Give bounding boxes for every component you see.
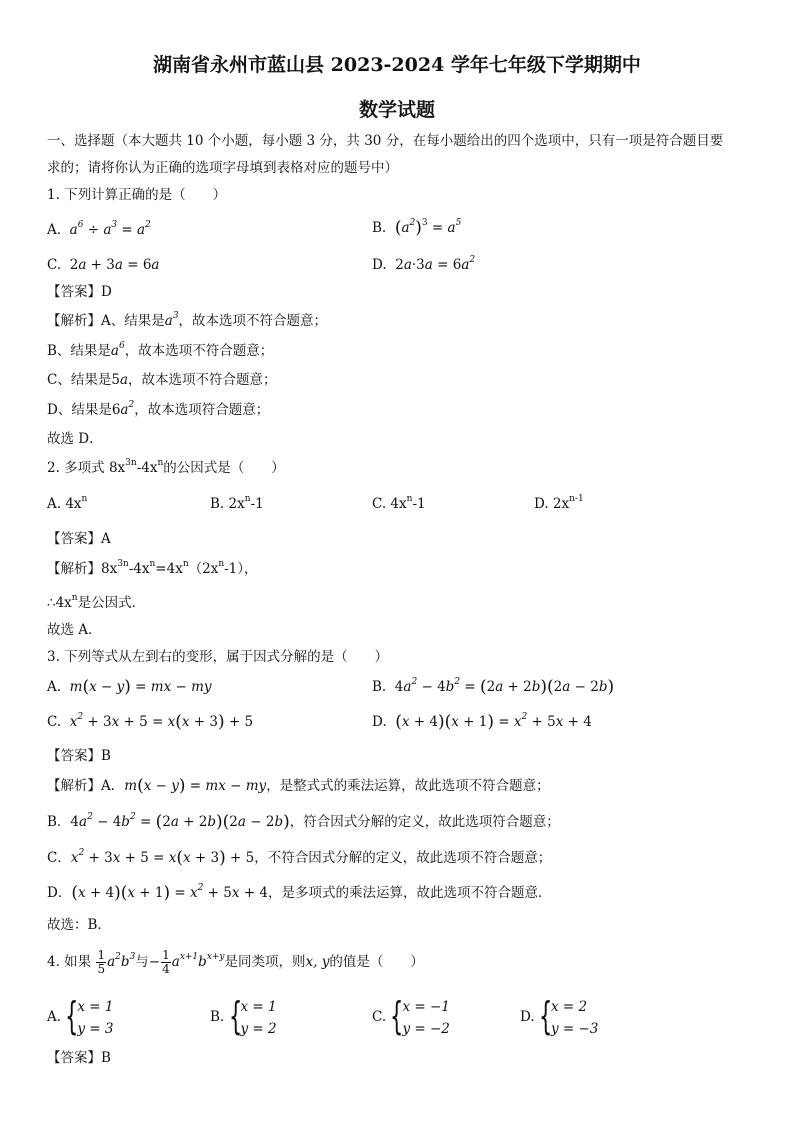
explanation-text: ，故本选项不符合题意； [178, 313, 328, 329]
q4-option-d [520, 995, 598, 1040]
option-text: -1 [412, 496, 426, 512]
stem-text: 2. 多项式 8x [47, 460, 126, 476]
explanation-text: B、结果是 [47, 343, 111, 359]
document-title: 湖南省永州市蓝山县 2023-2024 学年七年级下学期期中 [153, 54, 641, 76]
q2-conclusion: 故选 A． [47, 622, 102, 638]
option-text: C. 4x [372, 496, 407, 512]
q1-option-a: A. $a^6 \div a^3 = a^2$ [47, 220, 151, 238]
q1-conclusion: 故选 D． [47, 431, 103, 447]
option-text: A. 4x [47, 496, 82, 512]
option-label: A. [47, 1009, 62, 1025]
stem-text: 的值是（ ） [329, 954, 424, 970]
explanation-text: ，故本选项符合题意； [134, 402, 270, 418]
explanation-text: -4x [128, 561, 150, 577]
equation: y = −3 [550, 1020, 599, 1037]
q1-answer: 【答案】D [47, 284, 112, 300]
q3-explanation-c: C．$x^2 + 3x + 5 = x(x + 3) + 5$，不符合因式分解的定义，故此选项不符合题意； [47, 848, 552, 868]
exponent: n [406, 494, 413, 504]
q1-explanation-a: 【解析】A、结果是$a^3$，故本选项不符合题意； [47, 311, 328, 329]
q3-option-c: C. $x^2 + 3x + 5 = x(x + 3) + 5$ [47, 712, 254, 732]
q2-stem [47, 459, 285, 477]
q2-option-d [534, 495, 584, 513]
exponent: 3n [117, 559, 129, 569]
q1-option-c: C. 2a + 3a = 6a [47, 257, 160, 273]
equation: y = 3 [77, 1020, 114, 1037]
q2-option-b [210, 495, 264, 513]
stem-text: 4. 如果 [47, 954, 92, 970]
q2-answer: 【答案】A [47, 531, 111, 547]
exponent: n [81, 494, 88, 504]
option-label: B. [372, 220, 387, 236]
q3-explanation-a: 【解析】A．m(x − y) = mx − my，是整式式的乘法运算，故此选项不符合题意； [47, 776, 550, 796]
q1-stem: 1. 下列计算正确的是（ ） [47, 187, 227, 203]
option-label: B. [210, 1009, 225, 1025]
stem-text: -4x [136, 460, 158, 476]
q3-stem: 3. 下列等式从左到右的变形，属于因式分解的是（ ） [47, 649, 389, 665]
q4-answer: 【答案】B [47, 1050, 111, 1066]
q2-explanation-2 [47, 594, 145, 612]
exponent: n [71, 593, 78, 603]
explanation-text: D、结果是 [47, 402, 112, 418]
q2-explanation [47, 560, 258, 578]
stem-text: 与 [135, 954, 149, 970]
q3-conclusion: 故选：B． [47, 917, 111, 933]
explanation-text: -1）， [224, 561, 258, 577]
equation: y = 2 [240, 1020, 277, 1037]
explanation-text: ，是整式式的乘法运算，故此选项不符合题意； [266, 778, 550, 794]
option-text: B. 2x [210, 496, 245, 512]
exponent: n [182, 559, 189, 569]
document-subtitle: 数学试题 [358, 99, 435, 121]
q4-stem: 4. 如果 $\frac{1}{5}$ $a^2b^3$与− $\frac{1}{4}$ $a^{x+1}b^{x+y}$是同类项，则x, y的值是（ ） [47, 948, 424, 976]
exponent: n [218, 559, 225, 569]
explanation-text: 【解析】A． [47, 778, 125, 794]
q3-explanation-d: D．$(x + 4)(x + 1) = x^2 + 5x + 4$，是多项式的乘法运算，故此选项不符合题意． [47, 883, 552, 903]
exponent: n-1 [569, 494, 584, 504]
q3-option-b: B. $4a^2 - 4b^2 = (2a + 2b)(2a - 2b)$ [372, 677, 615, 697]
explanation-text: 是公因式． [77, 595, 146, 611]
q1-explanation-c: C、结果是5a，故本选项不符合题意； [47, 372, 277, 388]
exponent: n [149, 559, 156, 569]
equation: y = −2 [402, 1020, 450, 1037]
q2-option-c [372, 495, 426, 513]
section-instructions-line2: 求的；请将你认为正确的选项字母填到表格对应的题号中） [47, 160, 398, 176]
option-label: D. [372, 257, 387, 273]
explanation-text: ，不符合因式分解的定义，故此选项不符合题意； [254, 850, 552, 866]
equation: x = −1 [402, 998, 450, 1015]
explanation-text: 【解析】A、结果是 [47, 313, 165, 329]
q3-answer: 【答案】B [47, 748, 111, 764]
equation: x = 1 [77, 998, 114, 1015]
option-text: -1 [250, 496, 264, 512]
equation-system: { x = −1 y = −2 [390, 993, 450, 1038]
exponent: n [244, 494, 251, 504]
option-label: A. [47, 222, 62, 238]
explanation-text: ，故本选项不符合题意； [128, 372, 277, 388]
q1-explanation-b: B、结果是$a^6$，故本选项不符合题意； [47, 341, 274, 359]
stem-text: 的公因式是（ ） [163, 460, 285, 476]
q1-option-d: D. $2a\cdot 3a = 6a^2$ [372, 255, 476, 273]
explanation-text: ∴4x [47, 595, 72, 611]
exponent: n [157, 458, 164, 468]
q3-option-a: A. m(x − y) = mx − my [47, 677, 212, 697]
equation-system: { x = 1 y = 2 [228, 993, 277, 1038]
q1-explanation-d: D、结果是$6a^2$，故本选项符合题意； [47, 400, 270, 418]
q2-option-a [47, 495, 87, 513]
explanation-text: D． [47, 885, 72, 901]
q3-option-d: D. $(x + 4)(x + 1) = x^2 + 5x + 4$ [372, 712, 592, 732]
equation-system: { x = 2 y = −3 [538, 993, 599, 1038]
equation-system: { x = 1 y = 3 [65, 993, 114, 1038]
option-label: D. [520, 1009, 535, 1025]
section-instructions-line1: 一、选择题（本大题共 10 个小题，每小题 3 分，共 30 分，在每小题给出的四个选项中，只有一项是符合题目要 [47, 133, 724, 149]
equation: x = 1 [240, 998, 277, 1015]
q4-option-b [210, 995, 277, 1040]
option-label: C. [372, 1009, 387, 1025]
option-text: D. 2x [534, 496, 570, 512]
explanation-text: ，是多项式的乘法运算，故此选项不符合题意． [267, 885, 552, 901]
explanation-text: C． [47, 850, 71, 866]
explanation-text: ，故本选项不符合题意； [124, 343, 274, 359]
explanation-text: C、结果是 [47, 372, 112, 388]
explanation-text: ，符合因式分解的定义，故此选项符合题意； [289, 814, 560, 830]
explanation-text: 【解析】8x [47, 561, 118, 577]
q4-option-a [47, 995, 113, 1040]
q1-option-b: B. $(a^2)^3 = a^5$ [372, 218, 462, 238]
q3-explanation-b: B．$4a^2 - 4b^2 = (2a + 2b)(2a - 2b)$，符合因式分解的定义，故此选项符合题意； [47, 812, 560, 832]
exponent: 3n [125, 458, 137, 468]
explanation-text: （2x [188, 561, 219, 577]
explanation-text: =4x [155, 561, 183, 577]
stem-text: 是同类项，则 [224, 954, 306, 970]
option-label: C. [47, 257, 62, 273]
explanation-text: B． [47, 814, 71, 830]
equation: x = 2 [550, 998, 588, 1015]
q4-option-c [372, 995, 450, 1040]
